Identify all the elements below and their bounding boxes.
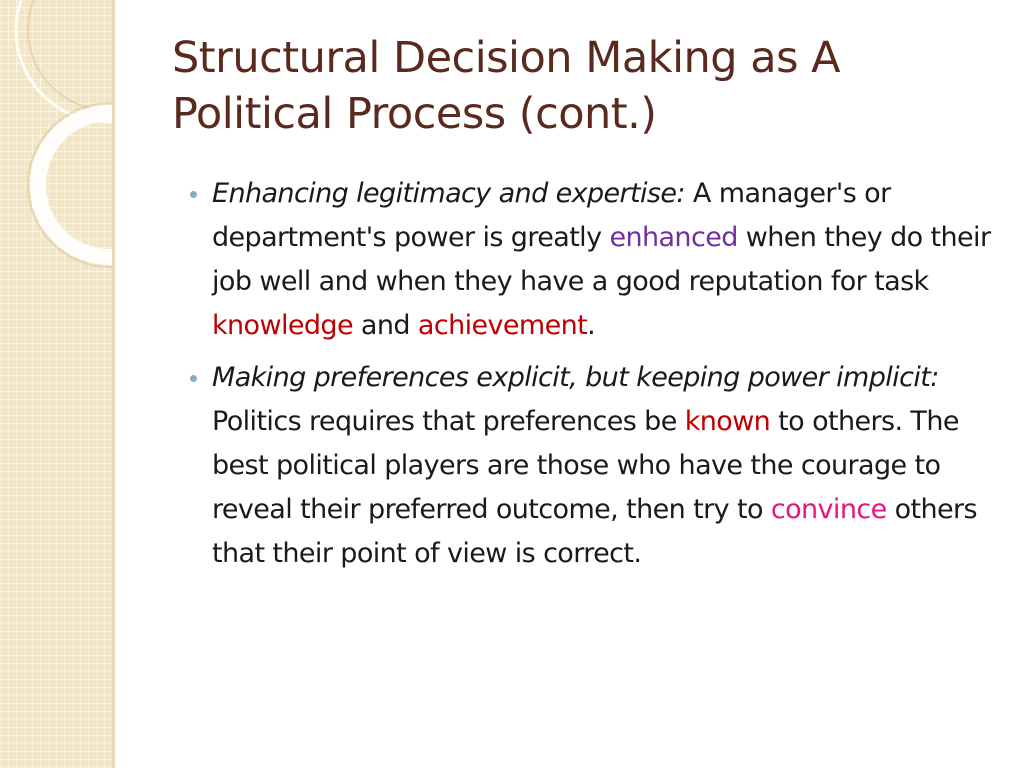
keyword-achievement: achievement <box>417 310 588 341</box>
decorative-side-panel <box>0 0 115 768</box>
decorative-rings <box>0 0 112 768</box>
bullet-lead: Enhancing legitimacy and expertise: <box>212 178 685 209</box>
bullet-text: A manager's or department's power is greatly <box>212 178 891 253</box>
bullet-item-preferences <box>188 356 996 576</box>
keyword-known: known <box>684 406 771 437</box>
bullet-lead: Making preferences explicit, but keeping power implicit: <box>212 362 939 393</box>
bullet-list <box>188 172 996 584</box>
ring-thick <box>38 113 112 257</box>
bullet-text: . <box>587 310 596 341</box>
keyword-convince: convince <box>770 494 887 525</box>
bullet-text: and <box>352 310 418 341</box>
keyword-enhanced: enhanced <box>609 222 738 253</box>
bullet-text: to others. The best political players are those who have the courage to reveal their preferred outcome, then try to <box>212 406 959 525</box>
bullet-text: Politics requires that preferences be <box>212 406 685 437</box>
slide-title: Structural Decision Making as A Political Process (cont.) <box>172 33 841 139</box>
keyword-knowledge: knowledge <box>212 310 353 341</box>
bullet-text: when they do their job well and when they have a good reputation for task <box>212 222 991 297</box>
bullet-item-legitimacy <box>188 172 996 348</box>
bullet-icon <box>190 375 197 382</box>
bullet-text: others that their point of view is correct. <box>212 494 977 569</box>
bullet-icon <box>190 191 197 198</box>
